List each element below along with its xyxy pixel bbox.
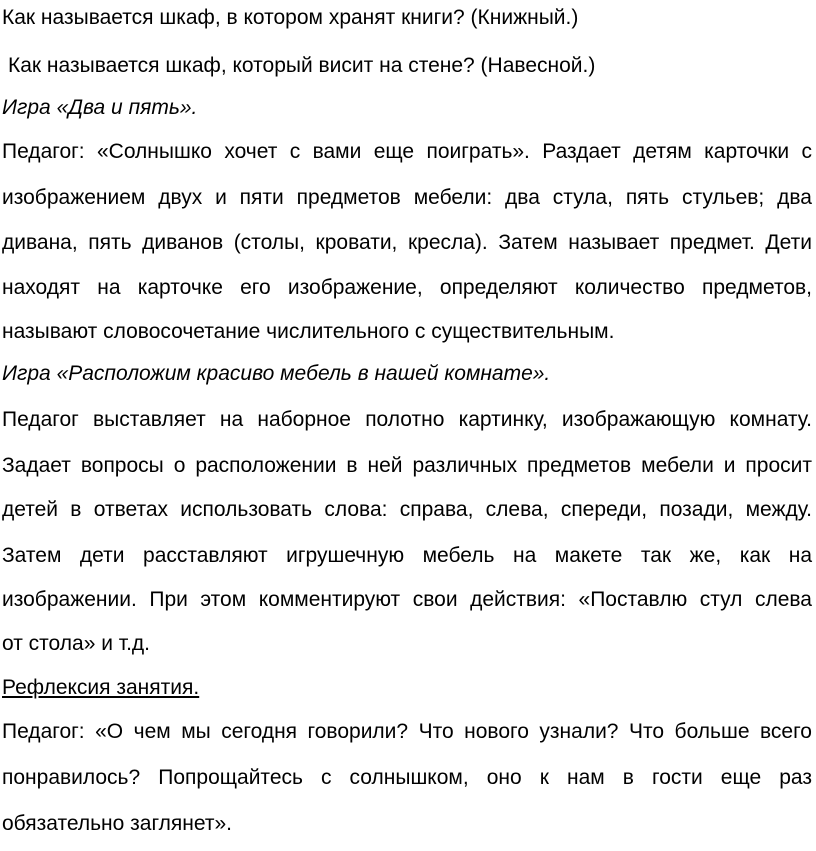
game-title-two-and-five: Игра «Два и пять». [2, 96, 198, 119]
question-wall-cabinet: Как называется шкаф, который висит на стене? (Навесной.) [8, 54, 596, 77]
paragraph-line: понравилось? Попрощайтесь с солнышком, оно к нам в гости еще раз [2, 766, 812, 789]
paragraph-line: Педагог: «О чем мы сегодня говорили? Что нового узнали? Что больше всего [2, 720, 812, 743]
question-bookcase: Как называется шкаф, в котором хранят книги? (Книжный.) [2, 6, 579, 29]
paragraph-line: Задает вопросы о расположении в ней различных предметов мебели и просит [2, 454, 812, 477]
paragraph-line: называют словосочетание числительного с существительным. [2, 320, 615, 343]
paragraph-line: дивана, пять диванов (столы, кровати, кресла). Затем называет предмет. Дети [2, 231, 812, 254]
paragraph-line: Затем дети расставляют игрушечную мебель на макете так же, как на [2, 544, 812, 567]
paragraph-line: изображении. При этом комментируют свои действия: «Поставлю стул слева [2, 588, 812, 611]
paragraph-line: находят на карточке его изображение, определяют количество предметов, [2, 276, 812, 299]
paragraph-line: детей в ответах использовать слова: справа, слева, спереди, позади, между. [2, 498, 812, 521]
paragraph-line: Педагог: «Солнышко хочет с вами еще поиграть». Раздает детям карточки с [2, 140, 812, 163]
game-title-arrange-furniture: Игра «Расположим красиво мебель в нашей комнате». [2, 362, 551, 385]
section-title-reflection: Рефлексия занятия. [2, 676, 200, 699]
paragraph-line: обязательно заглянет». [2, 812, 232, 835]
paragraph-line: Педагог выставляет на наборное полотно картинку, изображающую комнату. [2, 408, 812, 431]
paragraph-line: изображением двух и пяти предметов мебели: два стула, пять стульев; два [2, 186, 812, 209]
paragraph-line: от стола» и т.д. [2, 632, 150, 655]
